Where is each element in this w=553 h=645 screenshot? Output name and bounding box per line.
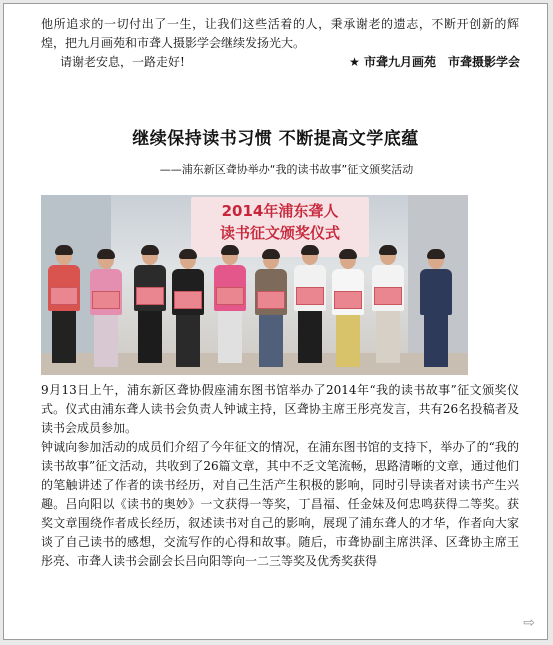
article-title: 继续保持读书习惯 不断提高文学底蕴	[132, 129, 419, 149]
photo-person	[293, 245, 327, 375]
photo-person	[171, 249, 205, 375]
photo-person	[133, 245, 167, 375]
photo-person	[331, 249, 365, 375]
photo-person	[47, 245, 81, 375]
photo-person	[213, 245, 247, 375]
farewell-text: 请谢老安息，一路走好!	[60, 55, 185, 69]
intro-paragraph: 他所追求的一切付出了一生，让我们这些活着的人，秉承谢老的遗志，不断开创新的辉煌，把九月画苑和市聋人摄影学会继续发扬光大。	[41, 17, 519, 50]
document-page	[3, 3, 548, 640]
photo-banner-line1: 2014年浦东聋人	[221, 202, 339, 220]
photo-person	[89, 249, 123, 375]
photo-person	[371, 245, 405, 375]
next-page-icon[interactable]: ⇨	[523, 615, 535, 631]
signature-text: ★ 市聋九月画苑 市聋摄影学会	[349, 55, 520, 69]
photo-person	[419, 249, 453, 375]
article-subtitle: ——浦东新区聋协举办“我的读书故事”征文颁奖活动	[159, 163, 414, 176]
event-photo	[41, 195, 468, 375]
photo-banner-line2: 读书征文颁奖仪式	[219, 224, 340, 242]
photo-person	[254, 249, 288, 375]
article-paragraph-1: 9月13日上午，浦东新区聋协假座浦东图书馆举办了2014年“我的读书故事”征文颁奖仪式。仪式由浦东聋人读书会负责人钟诚主持，区聋协主席王彤亮发言，共有26名投稿者及读书会成员参加。	[41, 383, 519, 435]
article-paragraph-2: 钟诚向参加活动的成员们介绍了今年征文的情况，在浦东图书馆的支持下，举办了的“我的读书故事”征文活动，共收到了26篇文章，其中不乏文笔流畅，思路清晰的文章，通过他们的笔触讲述了作者的读书经历，对自己生活产生积极的影响，同时引导读者对读书产生兴趣。吕向阳以《读书的奥妙》一文获得一等奖，丁昌福、任金妹及何忠鸣获得二等奖。获奖文章围绕作者成长经历，叙述读书对自己的影响，展现了浦东聋人的才华，作者向大家谈了自己读书的感想，交流写作的心得和故事。随后，市聋协副主席洪泽、区聋协主席王彤亮、市聋人读书会副会长吕向阳等向一二三等奖及优秀奖获得	[41, 440, 519, 568]
